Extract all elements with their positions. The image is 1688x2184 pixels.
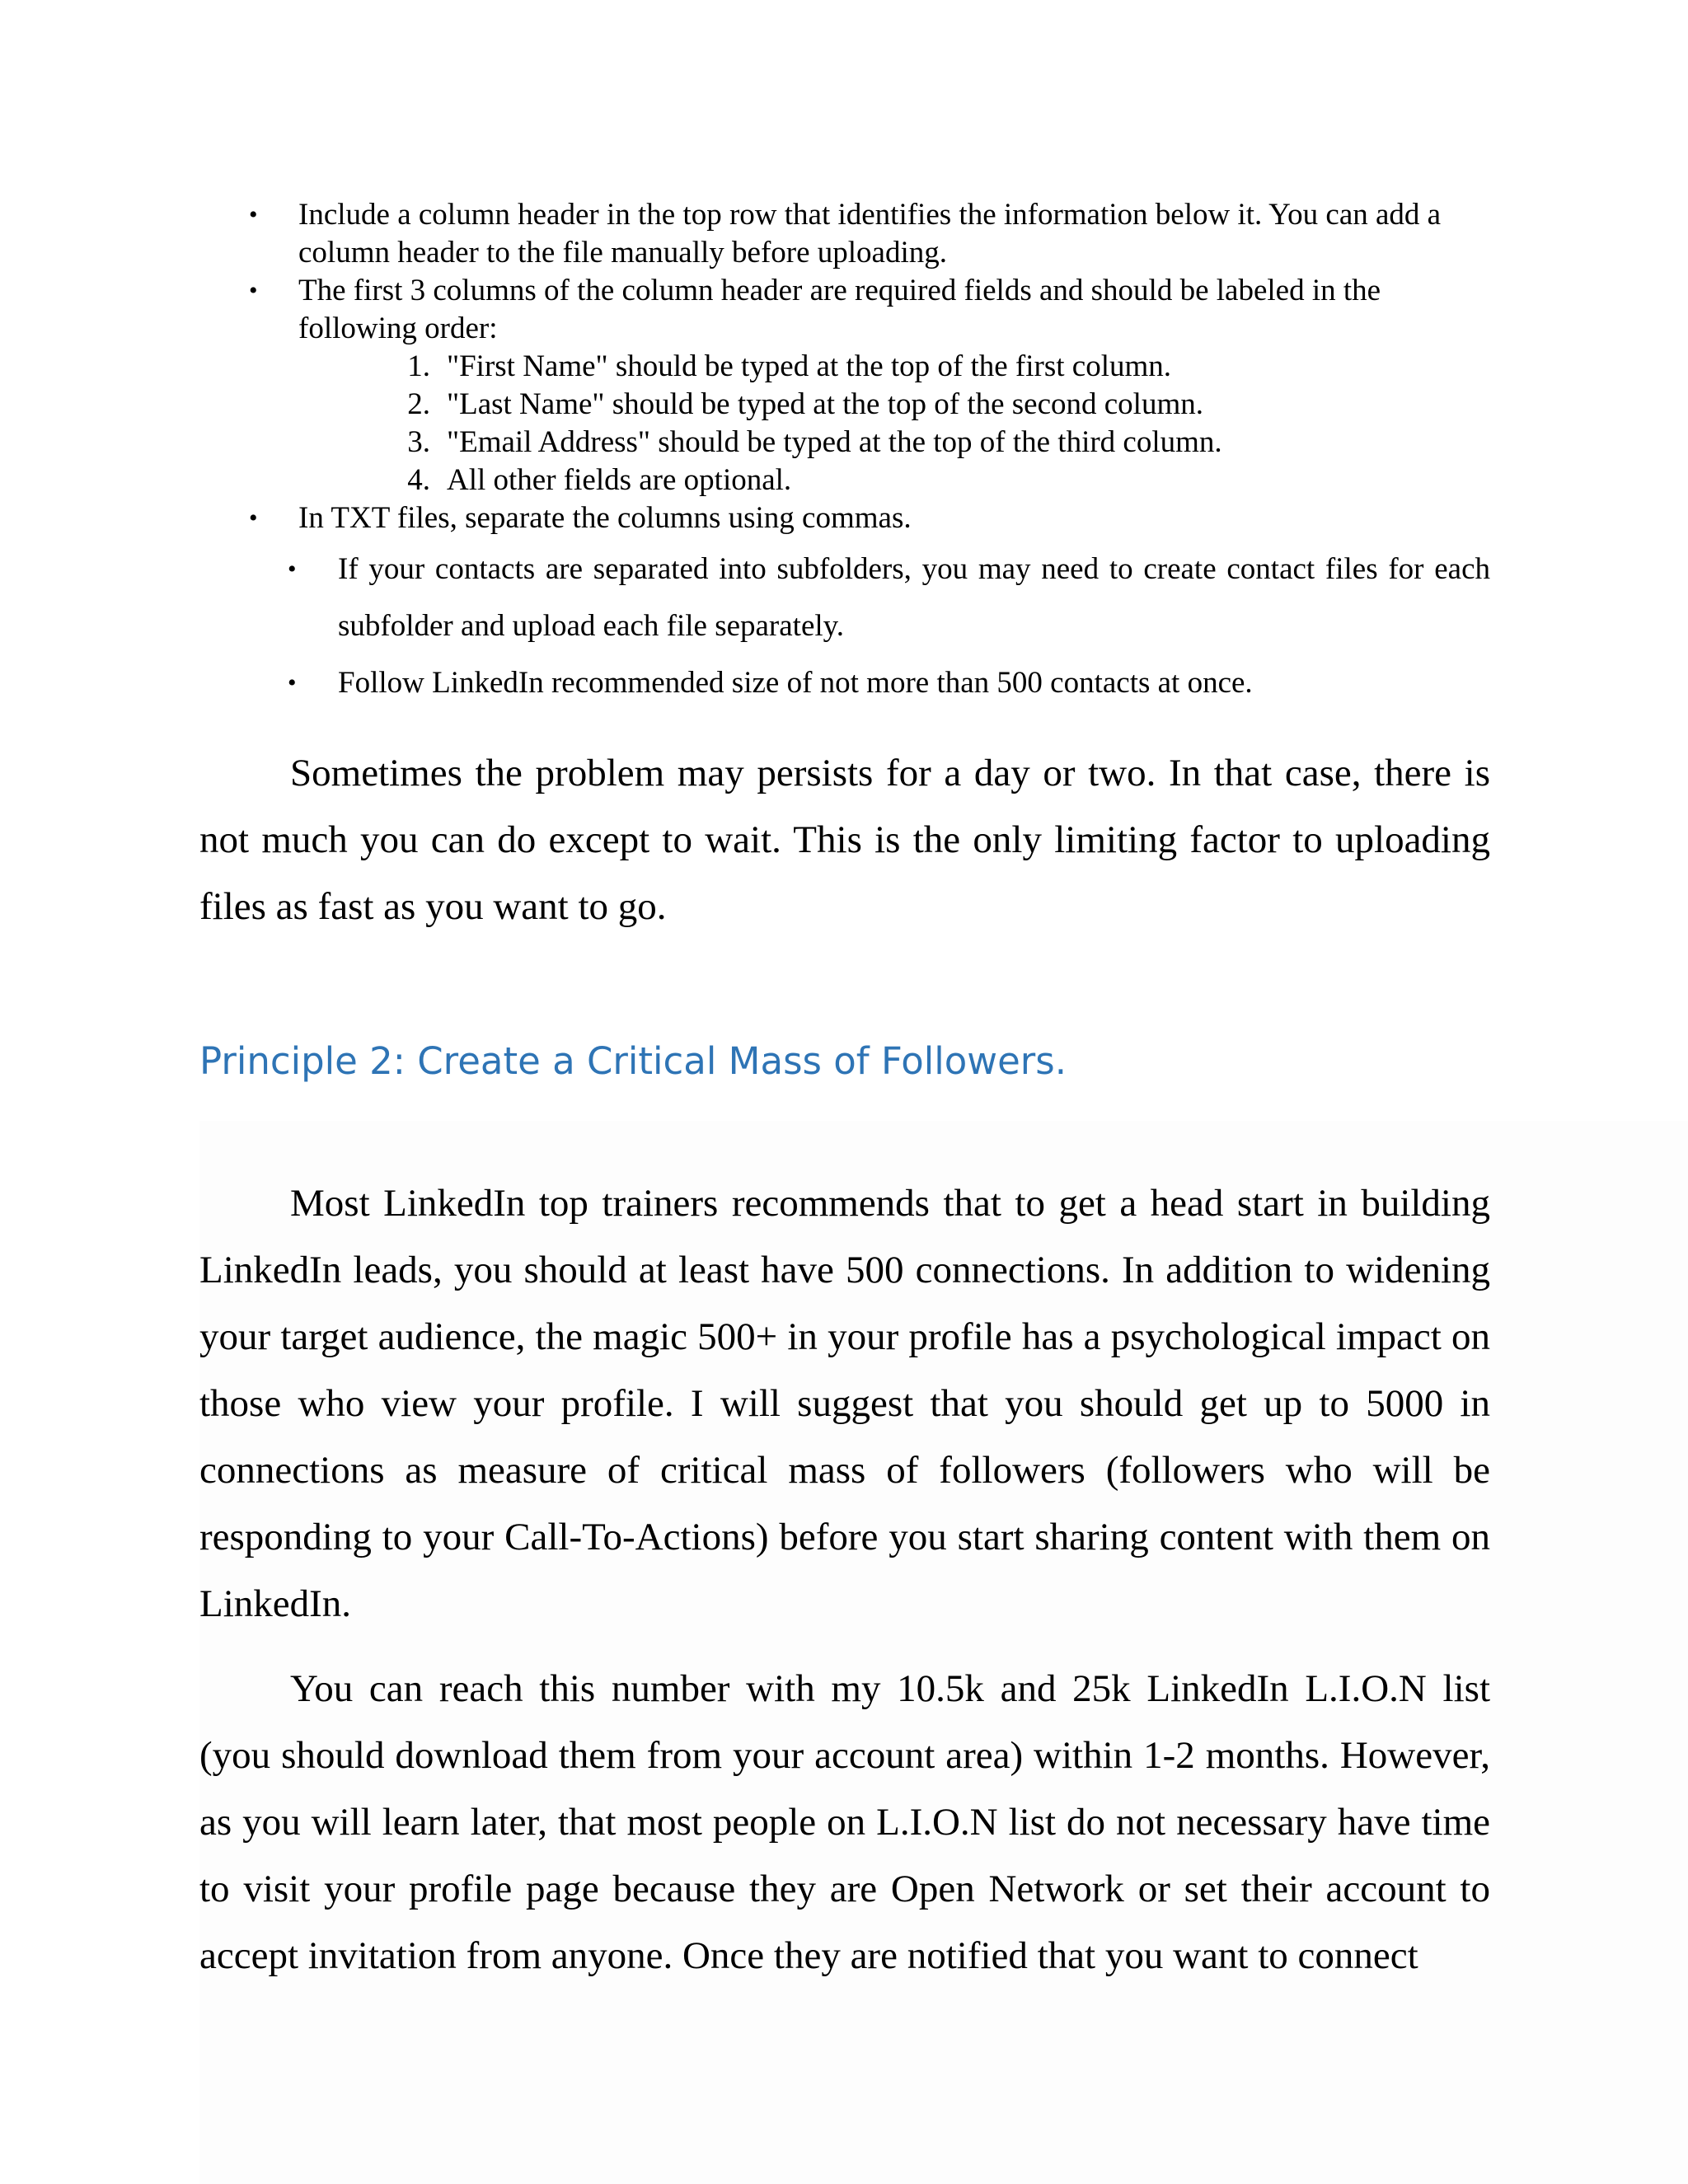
item-number: 3. [407, 425, 430, 459]
numbered-item-text: All other fields are optional. [447, 463, 792, 497]
list-item-text: Include a column header in the top row that identifies the information below it. You can add a column header to the file manually before uploading. [298, 198, 1442, 269]
numbered-item-text: "Email Address" should be typed at the top of the third column. [447, 425, 1222, 459]
list-item [199, 654, 1490, 711]
list-item-text: Follow LinkedIn recommended size of not more than 500 contacts at once. [338, 666, 1253, 700]
numbered-item [348, 348, 1490, 386]
list-item [199, 499, 1490, 537]
list-item-text: The first 3 columns of the column header are required fields and should be labeled in the following order: [298, 274, 1381, 345]
section-heading: Principle 2: Create a Critical Mass of Followers. [199, 1039, 1067, 1083]
paragraph-text: You can reach this number with my 10.5k and 25k LinkedIn L.I.O.N list (you should download them from your account area) within 1-2 months. However, as you will learn later, that most people on L.I.O.N list do not necessary have time to visit your profile page because they are Open Network or set their account to accept invitation from anyone. Once they are notified that you want to connect [199, 1667, 1490, 1977]
numbered-item [348, 462, 1490, 499]
paragraph-text: Sometimes the problem may persists for a day or two. In that case, there is not much you can do except to wait. This is the only limiting factor to uploading files as fast as you want to go. [199, 752, 1490, 928]
bullet-icon: • [249, 504, 258, 532]
item-number: 4. [407, 463, 430, 497]
body-paragraph [199, 1656, 1490, 1990]
numbered-item [348, 424, 1490, 462]
body-paragraph [199, 1170, 1490, 1638]
numbered-item [348, 386, 1490, 424]
list-item-text: In TXT files, separate the columns using commas. [298, 501, 912, 535]
bullet-icon: • [249, 277, 258, 304]
tips-bullet-list [199, 541, 1490, 711]
bullet-icon: • [288, 669, 297, 696]
paragraph-text: Most LinkedIn top trainers recommends that to get a head start in building LinkedIn leads, you should at least have 500 connections. In addition to widening your target audience, the magic 500+ in your profile has a psychological impact on those who view your profile. I will suggest that you should get up to 5000 in connections as measure of critical mass of followers (followers who will be responding to your Call-To-Actions) before you start sharing content with them on LinkedIn. [199, 1182, 1490, 1625]
column-order-list [298, 348, 1490, 499]
numbered-item-text: "Last Name" should be typed at the top of the second column. [447, 387, 1203, 421]
bullet-icon: • [288, 555, 297, 583]
list-item [199, 272, 1490, 499]
bullet-icon: • [249, 201, 258, 228]
requirements-bullet-list [199, 196, 1490, 537]
item-number: 1. [407, 349, 430, 383]
item-number: 2. [407, 387, 430, 421]
list-item [199, 196, 1490, 272]
list-item [199, 541, 1490, 654]
body-paragraph [199, 740, 1490, 940]
list-item-text: If your contacts are separated into subfolders, you may need to create contact files for each subfolder and upload each file separately. [338, 552, 1490, 643]
numbered-item-text: "First Name" should be typed at the top of the first column. [447, 349, 1172, 383]
